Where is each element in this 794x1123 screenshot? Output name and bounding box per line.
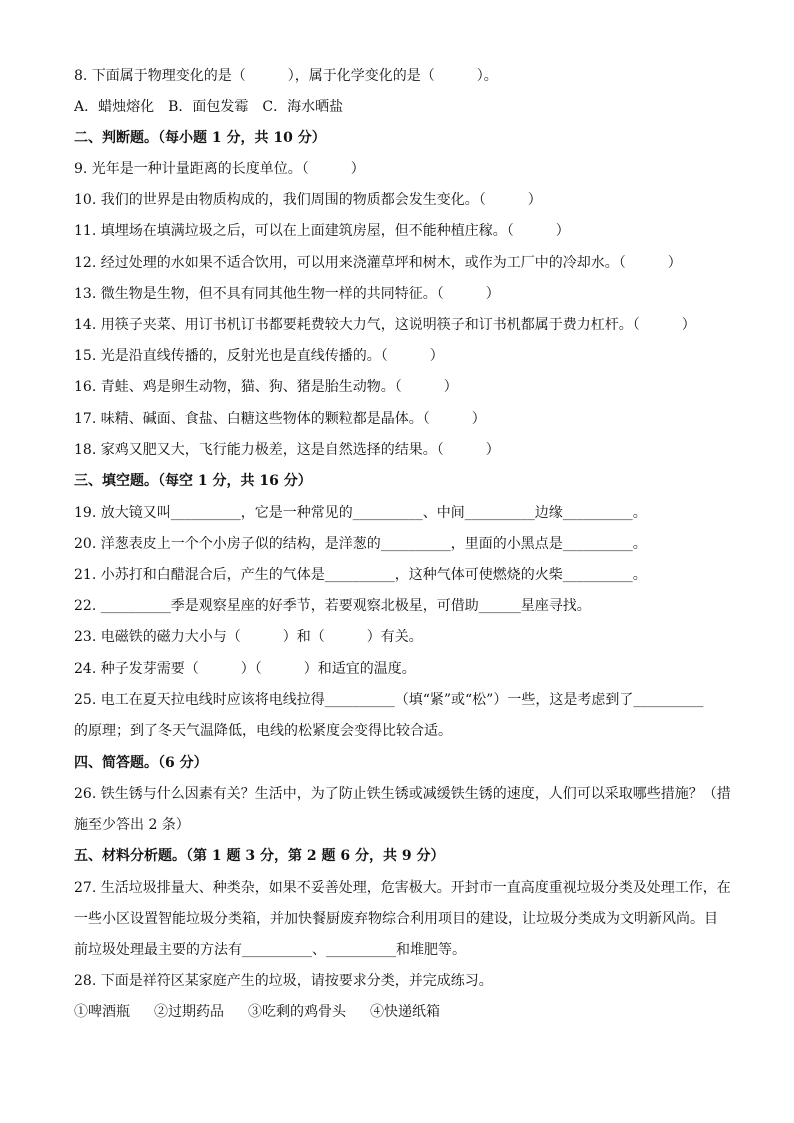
question-9: 9. 光年是一种计量距离的长度单位。（ ）	[74, 161, 365, 177]
question-20: 20. 洋葱表皮上一个个小房子似的结构，是洋葱的__________，里面的小黑点是__________。	[74, 536, 647, 552]
option-b: B．面包发霉	[168, 99, 249, 115]
question-16: 16. 青蛙、鸡是卵生动物，猫、狗、猪是胎生动物。（ ）	[74, 379, 458, 395]
question-12: 12. 经过处理的水如果不适合饮用，可以用来浇灌草坪和树木，或作为工厂中的冷却水。（ ）	[74, 255, 682, 271]
section-3-heading: 三、填空题。（每空 1 分，共 16 分）	[74, 473, 312, 489]
question-26-line-2: 施至少答出 2 条）	[74, 817, 190, 833]
question-11: 11. 填埋场在填满垃圾之后，可以在上面建筑房屋，但不能种植庄稼。（ ）	[74, 223, 570, 239]
question-17: 17. 味精、碱面、食盐、白糖这些物体的颗粒都是晶体。（ ）	[74, 411, 486, 427]
option-a: A．蜡烛熔化	[74, 99, 155, 115]
question-10: 10. 我们的世界是由物质构成的，我们周围的物质都会发生变化。（ ）	[74, 192, 542, 208]
garbage-item-1: ①啤酒瓶	[74, 1004, 130, 1020]
question-28: 28. 下面是祥符区某家庭产生的垃圾，请按要求分类，并完成练习。	[74, 973, 493, 989]
question-8: 8. 下面属于物理变化的是（ ），属于化学变化的是（ ）。	[74, 68, 498, 84]
section-4-heading: 四、简答题。（6 分）	[74, 755, 208, 771]
question-22: 22. __________季是观察星座的好季节，若要观察北极星，可借助______星座寻找。	[74, 598, 591, 614]
question-21: 21. 小苏打和白醋混合后，产生的气体是__________，这种气体可使燃烧的火柴__________。	[74, 567, 647, 583]
question-15: 15. 光是沿直线传播的，反射光也是直线传播的。（ ）	[74, 348, 444, 364]
question-24: 24. 种子发芽需要（ ）（ ）和适宜的温度。	[74, 661, 416, 677]
question-18: 18. 家鸡又肥又大，飞行能力极差，这是自然选择的结果。（ ）	[74, 442, 500, 458]
question-25-line-2: 的原理；到了冬天气温降低，电线的松紧度会变得比较合适。	[74, 723, 452, 739]
question-27-line-1: 27. 生活垃圾排量大、种类杂，如果不妥善处理，危害极大。开封市一直高度重视垃圾分类及处理工作，在	[74, 880, 731, 896]
garbage-item-4: ④快递纸箱	[370, 1004, 440, 1020]
option-c: C．海水晒盐	[262, 99, 344, 115]
garbage-item-3: ③吃剩的鸡骨头	[248, 1004, 346, 1020]
garbage-item-2: ②过期药品	[154, 1004, 224, 1020]
question-23: 23. 电磁铁的磁力大小与（ ）和（ ）有关。	[74, 629, 423, 645]
question-8-options	[74, 97, 343, 117]
question-27-line-2: 一些小区设置智能垃圾分类箱，并加快餐厨废弃物综合利用项目的建设，让垃圾分类成为文明新风尚。目	[74, 911, 718, 927]
question-26-line-1: 26. 铁生锈与什么因素有关？生活中，为了防止铁生锈或减缓铁生锈的速度，人们可以采取哪些措施？（措	[74, 786, 731, 802]
question-28-items	[74, 1002, 440, 1022]
question-27-line-3: 前垃圾处理最主要的方法有__________、__________和堆肥等。	[74, 942, 466, 958]
section-5-heading: 五、材料分析题。（第 1 题 3 分，第 2 题 6 分，共 9 分）	[74, 848, 445, 864]
question-14: 14. 用筷子夹菜、用订书机订书都要耗费较大力气，这说明筷子和订书机都属于费力杠杆。（ ）	[74, 317, 696, 333]
question-13: 13. 微生物是生物，但不具有同其他生物一样的共同特征。（ ）	[74, 286, 500, 302]
section-2-heading: 二、判断题。（每小题 1 分，共 10 分）	[74, 130, 326, 146]
question-25-line-1: 25. 电工在夏天拉电线时应该将电线拉得__________（填“紧”或“松”）一些，这是考虑到了__________	[74, 692, 704, 708]
question-19: 19. 放大镜又叫__________，它是一种常见的__________、中间__________边缘__________。	[74, 505, 647, 521]
